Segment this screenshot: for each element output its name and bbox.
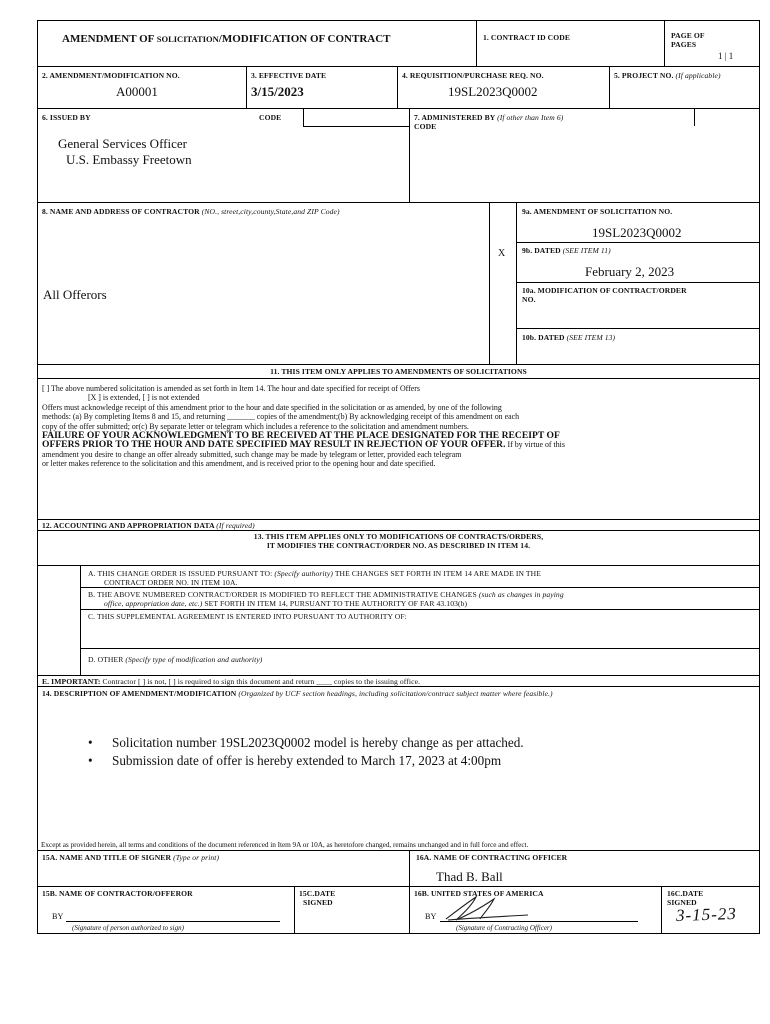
item13c-line: C. THIS SUPPLEMENTAL AGREEMENT IS ENTERED INTO PURSUANT TO AUTHORITY OF: <box>88 612 407 621</box>
item13-heading-1: 13. THIS ITEM APPLIES ONLY TO MODIFICATIONS OF CONTRACTS/ORDERS, <box>253 532 544 541</box>
item9b-value: February 2, 2023 <box>585 264 675 279</box>
item13a-line2: CONTRACT ORDER NO. IN ITEM 10A. <box>104 578 238 587</box>
effective-date-label: 3. EFFECTIVE DATE <box>251 71 327 80</box>
item11-heading: 11. THIS ITEM ONLY APPLIES TO AMENDMENTS OF SOLICITATIONS <box>270 367 527 376</box>
item16b-label: 16B. UNITED STATES OF AMERICA <box>414 889 544 898</box>
item16c-label: 16C.DATE <box>667 889 704 898</box>
bullet-icon: • <box>88 735 93 750</box>
item14-label: 14. DESCRIPTION OF AMENDMENT/MODIFICATION (Organized by UCF section headings, including solicitation/contract subject matter where feasible.) <box>42 689 553 698</box>
amendment-no-label: 2. AMENDMENT/MODIFICATION NO. <box>42 71 180 80</box>
signature-line-contractor <box>66 921 280 922</box>
contractor-label: 8. NAME AND ADDRESS OF CONTRACTOR (NO., street,city,county,State,and ZIP Code) <box>42 207 340 216</box>
issued-by-line2: U.S. Embassy Freetown <box>66 152 192 167</box>
by-label-15: BY <box>52 912 64 921</box>
contract-id-label: 1. CONTRACT ID CODE <box>483 33 570 42</box>
item13b-line1: B. THE ABOVE NUMBERED CONTRACT/ORDER IS MODIFIED TO REFLECT THE ADMINISTRATIVE CHANGES (such as changes in paying <box>88 590 564 599</box>
item14-bullet-2: • Submission date of offer is hereby extended to March 17, 2023 at 4:00pm <box>88 753 502 768</box>
item12-label: 12. ACCOUNTING AND APPROPRIATION DATA (If required) <box>42 521 255 530</box>
item9b-label: 9b. DATED (SEE ITEM 11) <box>522 246 611 255</box>
item14-bullet-1: • Solicitation number 19SL2023Q0002 model is hereby change as per attached. <box>88 735 524 750</box>
item13-heading-2: IT MODIFIES THE CONTRACT/ORDER NO. AS DESCRIBED IN ITEM 14. <box>266 541 531 550</box>
item10b-label: 10b. DATED (SEE ITEM 13) <box>522 333 616 342</box>
project-no-label: 5. PROJECT NO. (If applicable) <box>614 71 721 80</box>
page-value: 1 | 1 <box>718 51 734 61</box>
except-text: Except as provided herein, all terms and conditions of the document referenced in Item 9A or 10A, as heretofore changed, remains unchanged and in full force and effect. <box>41 840 529 849</box>
item9a-value: 19SL2023Q0002 <box>592 225 682 240</box>
issued-by-label: 6. ISSUED BY <box>42 113 91 122</box>
contractor-value: All Offerors <box>43 287 107 302</box>
issued-by-line1: General Services Officer <box>58 136 187 151</box>
item15b-label: 15B. NAME OF CONTRACTOR/OFFEROR <box>42 889 193 898</box>
item10a-label: 10a. MODIFICATION OF CONTRACT/ORDER <box>522 286 687 295</box>
effective-date-value: 3/15/2023 <box>251 84 304 99</box>
page-of-label: PAGE OF <box>671 31 705 40</box>
item16c-label-cont: SIGNED <box>667 898 697 907</box>
form-title: AMENDMENT OF SOLICITATION/MODIFICATION OF CONTRACT <box>62 33 391 45</box>
signature-note-contractor: (Signature of person authorized to sign) <box>72 924 184 932</box>
requisition-no-label: 4. REQUISITION/PURCHASE REQ. NO. <box>402 71 544 80</box>
by-label-16: BY <box>425 912 437 921</box>
item16a-label: 16A. NAME OF CONTRACTING OFFICER <box>416 853 568 862</box>
item13b-line2: office, appropriation date, etc.) SET FORTH IN ITEM 14, PURSUANT TO THE AUTHORITY OF FAR 43.103(b) <box>104 599 468 608</box>
issued-code-label: CODE <box>259 113 282 122</box>
handwritten-date: 3-15-23 <box>675 903 738 926</box>
item10a-label-cont: NO. <box>522 295 536 304</box>
requisition-no-value: 19SL2023Q0002 <box>448 84 538 99</box>
item9a-label: 9a. AMENDMENT OF SOLICITATION NO. <box>522 207 673 216</box>
amendment-no-value: A00001 <box>116 84 158 99</box>
bullet-icon: • <box>88 753 93 768</box>
item-e-important: E. IMPORTANT: Contractor [ ] is not, [ ] is required to sign this document and return ____ copies to the issuing office. <box>42 677 421 686</box>
pages-label: PAGES <box>671 40 697 49</box>
item13d-line: D. OTHER (Specify type of modification and authority) <box>88 655 263 664</box>
item11-body: [ ] The above numbered solicitation is amended as set forth in Item 14. The hour and date specified for receipt of Offers [X ] is extended, [ ] is not extended Offers must acknowledge receipt of this amendment prior to the hour and date specified in the solicitation or as amended, by one of the following methods: (a) By completing Items 8 and 15, and returning _______ copies of the amendment;(b) By acknowledging receipt of this amendment on each copy of the offer submitted; or(c) By separate letter or telegram which includes a reference to the solicitation and amendment numbers. FAILURE OF YOUR ACKNOWLEDGMENT TO BE RECEIVED AT THE PLACE DESIGNATED FOR THE RECEIPT OF OFFERS PRIOR TO THE HOUR AND DATE SPECIFIED MAY RESULT IN REJECTION OF YOUR OFFER. If by virtue of this amendment you desire to change an offer already submitted, such change may be made by telegram or letter, provided each telegram or letter makes reference to the solicitation and this amendment, and is received prior to the opening hour and date specified. <box>42 384 565 469</box>
item15a-label: 15A. NAME AND TITLE OF SIGNER (Type or print) <box>42 853 220 862</box>
item16a-value: Thad B. Ball <box>436 869 503 884</box>
officer-signature-icon <box>442 893 532 923</box>
administered-by-label: 7. ADMINISTERED BY (If other than Item 6) <box>414 113 564 122</box>
item13a-line1: A. THIS CHANGE ORDER IS ISSUED PURSUANT TO: (Specify authority) THE CHANGES SET FORTH IN ITEM 14 ARE MADE IN THE <box>88 569 541 578</box>
item15c-label-cont: SIGNED <box>303 898 333 907</box>
item9-check-mark: X <box>498 248 506 259</box>
administered-code-label: CODE <box>414 122 437 131</box>
item15c-label: 15C.DATE <box>299 889 336 898</box>
signature-note-officer: (Signature of Contracting Officer) <box>456 924 552 932</box>
